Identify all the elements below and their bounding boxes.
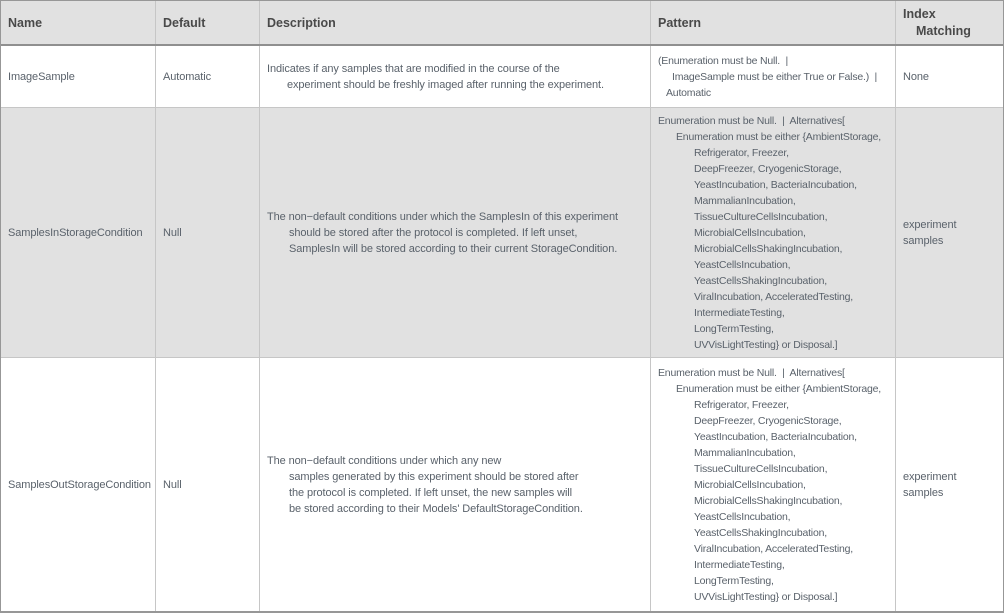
- pattern-line: MicrobialCellsShakingIncubation,: [694, 242, 843, 255]
- pattern-line: ViralIncubation, AcceleratedTesting,: [694, 290, 853, 303]
- pattern-line: MicrobialCellsShakingIncubation,: [694, 494, 843, 507]
- index-matching-cell: None: [903, 70, 929, 83]
- pattern-line: Enumeration must be Null. | Alternatives[: [658, 114, 845, 127]
- table-row-imagesample: [1, 46, 1003, 107]
- description-line: samples generated by this experiment should be stored after: [289, 470, 579, 483]
- table-row-samplesoutstoragecondition: [1, 357, 1003, 611]
- description-line: SamplesIn will be stored according to their current StorageCondition.: [289, 242, 618, 255]
- pattern-line: YeastIncubation, BacteriaIncubation,: [694, 430, 857, 443]
- table-row-samplesinstoragecondition: [1, 107, 1003, 357]
- pattern-line: DeepFreezer, CryogenicStorage,: [694, 414, 842, 427]
- description-line: Indicates if any samples that are modified in the course of the: [267, 62, 560, 75]
- pattern-line: LongTermTesting,: [694, 322, 774, 335]
- pattern-line: ViralIncubation, AcceleratedTesting,: [694, 542, 853, 555]
- pattern-line: IntermediateTesting,: [694, 558, 785, 571]
- pattern-line: YeastCellsIncubation,: [694, 510, 791, 523]
- description-cell: [260, 358, 651, 611]
- default-cell: Null: [156, 108, 260, 357]
- pattern-line: Enumeration must be Null. | Alternatives[: [658, 366, 845, 379]
- pattern-line: UVVisLightTesting} or Disposal.]: [694, 590, 838, 603]
- header-cell-name: Name: [1, 1, 156, 44]
- description-line: should be stored after the protocol is completed. If left unset,: [289, 226, 578, 239]
- index-matching-cell: experiment samples: [903, 470, 957, 499]
- index-matching-cell: experiment samples: [903, 218, 957, 247]
- pattern-line: DeepFreezer, CryogenicStorage,: [694, 162, 842, 175]
- header-cell-pattern: Pattern: [651, 1, 896, 44]
- pattern-cell: [651, 46, 896, 107]
- description-line: experiment should be freshly imaged after running the experiment.: [287, 78, 604, 91]
- pattern-line: Enumeration must be either {AmbientStorage,: [676, 130, 882, 143]
- header-cell-index-matching: [896, 1, 1003, 44]
- table-header-row: [1, 1, 1003, 46]
- pattern-line: YeastCellsIncubation,: [694, 258, 791, 271]
- pattern-line: IntermediateTesting,: [694, 306, 785, 319]
- pattern-line: YeastIncubation, BacteriaIncubation,: [694, 178, 857, 191]
- pattern-cell: [651, 358, 896, 611]
- pattern-line: UVVisLightTesting} or Disposal.]: [694, 338, 838, 351]
- pattern-line: YeastCellsShakingIncubation,: [694, 274, 827, 287]
- pattern-line: (Enumeration must be Null. |: [658, 54, 788, 67]
- header-cell-default: Default: [156, 1, 260, 44]
- description-cell: [260, 108, 651, 357]
- default-cell: Automatic: [156, 46, 260, 107]
- description-line: The non−default conditions under which any new: [267, 454, 502, 467]
- pattern-line: Refrigerator, Freezer,: [694, 146, 789, 159]
- pattern-cell: [651, 108, 896, 357]
- header-cell-description: Description: [260, 1, 651, 44]
- description-line: the protocol is completed. If left unset, the new samples will: [289, 486, 572, 499]
- pattern-line: YeastCellsShakingIncubation,: [694, 526, 827, 539]
- name-cell: SamplesInStorageCondition: [1, 108, 156, 357]
- pattern-line: MicrobialCellsIncubation,: [694, 226, 806, 239]
- pattern-line: ImageSample must be either True or False.) |: [672, 70, 877, 83]
- name-cell: ImageSample: [1, 46, 156, 107]
- pattern-line: MammalianIncubation,: [694, 446, 796, 459]
- default-cell: Null: [156, 358, 260, 611]
- description-cell: [260, 46, 651, 107]
- pattern-line: LongTermTesting,: [694, 574, 774, 587]
- pattern-line: Enumeration must be either {AmbientStorage,: [676, 382, 882, 395]
- pattern-line: TissueCultureCellsIncubation,: [694, 462, 828, 475]
- pattern-line: Automatic: [666, 86, 711, 99]
- header-index-line1: Index: [903, 6, 936, 21]
- description-line: The non−default conditions under which the SamplesIn of this experiment: [267, 210, 618, 223]
- pattern-line: MammalianIncubation,: [694, 194, 796, 207]
- header-index-line2: Matching: [916, 23, 971, 38]
- pattern-line: Refrigerator, Freezer,: [694, 398, 789, 411]
- pattern-line: MicrobialCellsIncubation,: [694, 478, 806, 491]
- pattern-line: TissueCultureCellsIncubation,: [694, 210, 828, 223]
- description-line: be stored according to their Models' DefaultStorageCondition.: [289, 502, 583, 515]
- name-cell: SamplesOutStorageCondition: [1, 358, 156, 611]
